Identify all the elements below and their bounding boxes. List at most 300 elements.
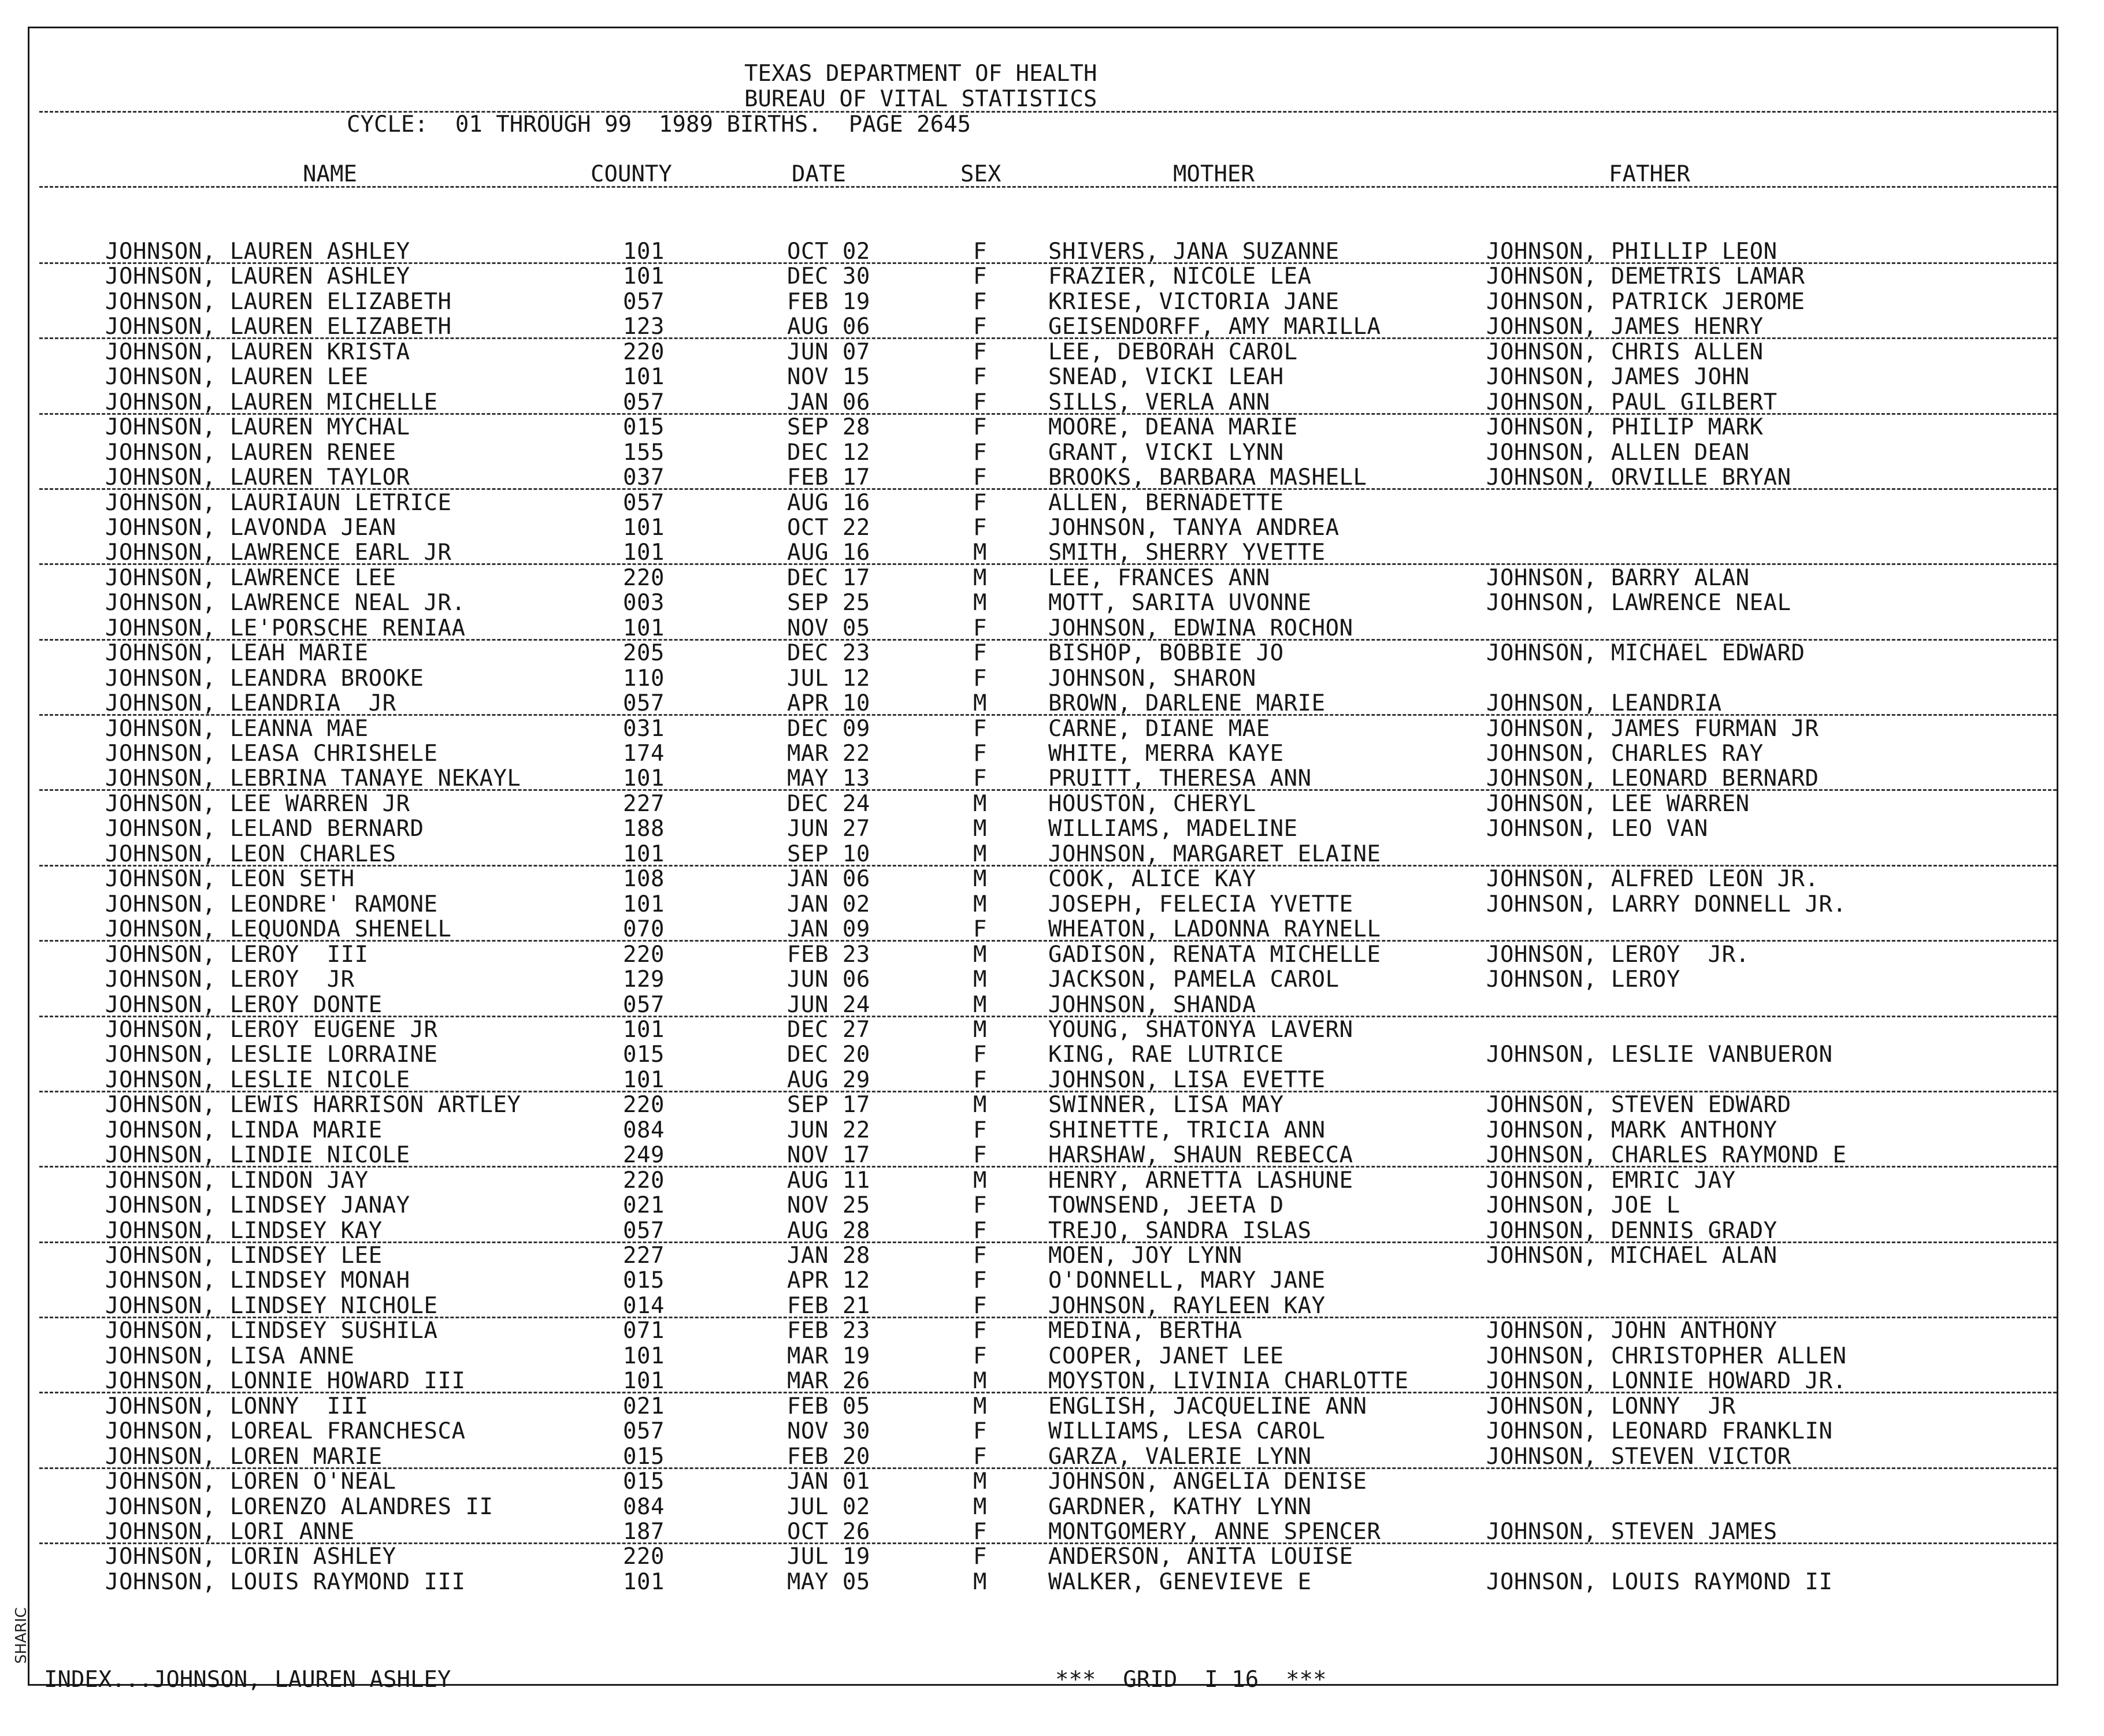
cell-county: 220 [623, 565, 665, 591]
cell-sex: F [973, 1042, 987, 1068]
cell-date: JUL 12 [787, 666, 870, 692]
cell-sex: M [973, 891, 987, 917]
cell-name: JOHNSON, LEBRINA TANAYE NEKAYL [105, 765, 521, 791]
cell-sex: M [973, 1017, 987, 1043]
table-row [0, 391, 2104, 416]
cell-father: JOHNSON, PHILIP MARK [1486, 414, 1764, 440]
cell-county: 070 [623, 916, 665, 942]
cell-mother: FRAZIER, NICOLE LEA [1048, 263, 1312, 289]
cell-father: JOHNSON, PAUL GILBERT [1486, 389, 1778, 415]
cell-father: JOHNSON, LOUIS RAYMOND II [1486, 1569, 1833, 1595]
cell-county: 101 [623, 891, 665, 917]
cell-date: DEC 12 [787, 440, 870, 466]
table-row [0, 1018, 2104, 1043]
cell-county: 101 [623, 1368, 665, 1394]
cell-mother: JOHNSON, TANYA ANDREA [1048, 515, 1339, 541]
cell-mother: TOWNSEND, JEETA D [1048, 1192, 1284, 1218]
cell-sex: M [973, 1469, 987, 1495]
cell-county: 108 [623, 866, 665, 892]
cell-county: 057 [623, 490, 665, 516]
cell-father: JOHNSON, ALLEN DEAN [1486, 440, 1750, 466]
table-row [0, 1496, 2104, 1521]
cell-date: FEB 19 [787, 289, 870, 315]
cell-date: JUN 24 [787, 992, 870, 1018]
cell-father: JOHNSON, LONNIE HOWARD JR. [1486, 1368, 1847, 1394]
cell-date: SEP 25 [787, 590, 870, 616]
cell-father: JOHNSON, CHARLES RAY [1486, 741, 1764, 767]
cell-father: JOHNSON, PATRICK JEROME [1486, 289, 1805, 315]
cell-mother: TREJO, SANDRA ISLAS [1048, 1218, 1312, 1244]
cell-date: NOV 30 [787, 1418, 870, 1444]
cell-date: MAY 05 [787, 1569, 870, 1595]
table-row [0, 315, 2104, 340]
cell-name: JOHNSON, LEANNA MAE [105, 716, 369, 742]
cell-sex: F [973, 1519, 987, 1545]
table-row [0, 918, 2104, 943]
cell-sex: F [973, 314, 987, 340]
cell-date: FEB 17 [787, 464, 870, 490]
cell-county: 227 [623, 1243, 665, 1269]
cell-mother: JOSEPH, FELECIA YVETTE [1048, 891, 1353, 917]
col-header-sex: SEX [960, 161, 1001, 187]
cell-county: 101 [623, 841, 665, 867]
cell-sex: F [973, 1117, 987, 1143]
cell-county: 057 [623, 389, 665, 415]
cell-father: JOHNSON, PHILLIP LEON [1486, 239, 1778, 265]
cell-date: NOV 05 [787, 615, 870, 641]
cell-mother: JOHNSON, SHARON [1048, 666, 1256, 692]
cell-father: JOHNSON, CHARLES RAYMOND E [1486, 1142, 1847, 1168]
table-row [0, 817, 2104, 842]
cell-sex: F [973, 339, 987, 365]
cell-mother: MEDINA, BERTHA [1048, 1318, 1242, 1344]
table-row [0, 1144, 2104, 1169]
cell-name: JOHNSON, LEAH MARIE [105, 640, 369, 666]
cell-county: 220 [623, 942, 665, 968]
cell-date: OCT 02 [787, 239, 870, 265]
cell-date: FEB 20 [787, 1444, 870, 1470]
cell-father: JOHNSON, LAWRENCE NEAL [1486, 590, 1791, 616]
cell-father: JOHNSON, DEMETRIS LAMAR [1486, 263, 1805, 289]
table-row [0, 617, 2104, 642]
cell-sex: M [973, 1494, 987, 1520]
cell-sex: F [973, 765, 987, 791]
cell-date: FEB 23 [787, 1318, 870, 1344]
cell-date: AUG 16 [787, 540, 870, 566]
cell-sex: M [973, 1368, 987, 1394]
cell-sex: F [973, 1267, 987, 1293]
table-row [0, 868, 2104, 893]
cell-sex: F [973, 1418, 987, 1444]
cell-mother: HENRY, ARNETTA LASHUNE [1048, 1168, 1353, 1194]
cell-father: JOHNSON, JOHN ANTHONY [1486, 1318, 1778, 1344]
col-header-county: COUNTY [591, 161, 672, 187]
cell-sex: F [973, 263, 987, 289]
cell-county: 101 [623, 515, 665, 541]
grid-footer: *** GRID I 16 *** [1055, 1667, 1327, 1693]
cell-date: NOV 25 [787, 1192, 870, 1218]
cell-name: JOHNSON, LOREN MARIE [105, 1444, 383, 1470]
cell-mother: MOEN, JOY LYNN [1048, 1243, 1242, 1269]
cell-name: JOHNSON, LAVONDA JEAN [105, 515, 396, 541]
cell-mother: WHEATON, LADONNA RAYNELL [1048, 916, 1381, 942]
cell-name: JOHNSON, LINDSEY MONAH [105, 1267, 410, 1293]
table-row [0, 1571, 2104, 1596]
cell-name: JOHNSON, LAUREN ASHLEY [105, 263, 410, 289]
cell-name: JOHNSON, LOREN O'NEAL [105, 1469, 396, 1495]
cell-county: 071 [623, 1318, 665, 1344]
cell-mother: JOHNSON, EDWINA ROCHON [1048, 615, 1353, 641]
cell-mother: WILLIAMS, MADELINE [1048, 816, 1298, 842]
cell-father: JOHNSON, DENNIS GRADY [1486, 1218, 1778, 1244]
cell-name: JOHNSON, LEANDRA BROOKE [105, 666, 424, 692]
cell-mother: JOHNSON, MARGARET ELAINE [1048, 841, 1381, 867]
cell-county: 101 [623, 1343, 665, 1369]
cell-sex: M [973, 992, 987, 1018]
cell-date: AUG 28 [787, 1218, 870, 1244]
col-header-date: DATE [792, 161, 846, 187]
cell-mother: ANDERSON, ANITA LOUISE [1048, 1544, 1353, 1570]
cell-county: 155 [623, 440, 665, 466]
cell-father: JOHNSON, LONNY JR [1486, 1393, 1736, 1419]
table-row [0, 265, 2104, 290]
cell-father: JOHNSON, LEONARD BERNARD [1486, 765, 1819, 791]
col-header-mother: MOTHER [1173, 161, 1255, 187]
cell-sex: F [973, 916, 987, 942]
cell-date: JAN 01 [787, 1469, 870, 1495]
cell-date: JUN 22 [787, 1117, 870, 1143]
cell-sex: M [973, 966, 987, 992]
header-rule [39, 111, 2057, 113]
cell-father: JOHNSON, MICHAEL EDWARD [1486, 640, 1805, 666]
cell-name: JOHNSON, LAWRENCE EARL JR [105, 540, 452, 566]
cell-mother: COOK, ALICE KAY [1048, 866, 1256, 892]
cell-sex: F [973, 239, 987, 265]
cell-name: JOHNSON, LINDSEY SUSHILA [105, 1318, 438, 1344]
cell-date: JUN 06 [787, 966, 870, 992]
cell-mother: WILLIAMS, LESA CAROL [1048, 1418, 1326, 1444]
cell-date: FEB 05 [787, 1393, 870, 1419]
cell-date: MAR 19 [787, 1343, 870, 1369]
report-title: TEXAS DEPARTMENT OF HEALTH [744, 61, 1097, 87]
col-header-father: FATHER [1609, 161, 1690, 187]
table-row [0, 492, 2104, 516]
cell-date: DEC 30 [787, 263, 870, 289]
cell-name: JOHNSON, LEASA CHRISHELE [105, 741, 438, 767]
cell-name: JOHNSON, LEE WARREN JR [105, 791, 410, 817]
cell-name: JOHNSON, LEONDRE' RAMONE [105, 891, 438, 917]
cell-father: JOHNSON, STEVEN EDWARD [1486, 1092, 1791, 1118]
col-header-name: NAME [303, 161, 357, 187]
cell-sex: F [973, 440, 987, 466]
cell-sex: F [973, 666, 987, 692]
cell-date: DEC 17 [787, 565, 870, 591]
cell-father: JOHNSON, STEVEN VICTOR [1486, 1444, 1791, 1470]
cell-name: JOHNSON, LONNIE HOWARD III [105, 1368, 466, 1394]
cell-name: JOHNSON, LINDSEY KAY [105, 1218, 383, 1244]
cell-date: JAN 06 [787, 866, 870, 892]
cell-mother: MOYSTON, LIVINIA CHARLOTTE [1048, 1368, 1409, 1394]
cell-name: JOHNSON, LE'PORSCHE RENIAA [105, 615, 466, 641]
table-row [0, 968, 2104, 993]
cell-sex: M [973, 841, 987, 867]
cell-county: 015 [623, 1042, 665, 1068]
table-row [0, 1269, 2104, 1294]
cell-name: JOHNSON, LOUIS RAYMOND III [105, 1569, 466, 1595]
cell-sex: F [973, 389, 987, 415]
cell-name: JOHNSON, LAWRENCE NEAL JR. [105, 590, 466, 616]
cell-mother: ALLEN, BERNADETTE [1048, 490, 1284, 516]
cell-name: JOHNSON, LAUREN LEE [105, 364, 369, 390]
table-row [0, 1169, 2104, 1194]
cell-father: JOHNSON, MARK ANTHONY [1486, 1117, 1778, 1143]
cell-father: JOHNSON, MICHAEL ALAN [1486, 1243, 1778, 1269]
table-row [0, 1345, 2104, 1370]
cell-father: JOHNSON, LESLIE VANBUERON [1486, 1042, 1833, 1068]
cell-name: JOHNSON, LESLIE LORRAINE [105, 1042, 438, 1068]
cell-date: OCT 26 [787, 1519, 870, 1545]
cell-county: 220 [623, 339, 665, 365]
cell-name: JOHNSON, LINDSEY NICHOLE [105, 1293, 438, 1319]
cell-date: JUN 07 [787, 339, 870, 365]
cell-sex: F [973, 1067, 987, 1093]
cell-county: 220 [623, 1168, 665, 1194]
cell-county: 101 [623, 1017, 665, 1043]
cell-mother: BROOKS, BARBARA MASHELL [1048, 464, 1367, 490]
table-row [0, 1470, 2104, 1495]
cell-sex: M [973, 866, 987, 892]
table-row [0, 994, 2104, 1018]
cell-county: 037 [623, 464, 665, 490]
cell-county: 101 [623, 239, 665, 265]
cell-date: DEC 24 [787, 791, 870, 817]
cell-county: 227 [623, 791, 665, 817]
cell-father: JOHNSON, JAMES FURMAN JR [1486, 716, 1819, 742]
table-row [0, 843, 2104, 868]
cell-county: 021 [623, 1393, 665, 1419]
cell-county: 015 [623, 1469, 665, 1495]
cell-county: 057 [623, 1218, 665, 1244]
cell-father: JOHNSON, JAMES HENRY [1486, 314, 1764, 340]
cell-county: 110 [623, 666, 665, 692]
cell-date: AUG 16 [787, 490, 870, 516]
table-row [0, 441, 2104, 466]
cell-sex: F [973, 1343, 987, 1369]
table-row [0, 767, 2104, 792]
cell-county: 129 [623, 966, 665, 992]
cell-date: DEC 09 [787, 716, 870, 742]
cell-date: AUG 29 [787, 1067, 870, 1093]
cell-mother: KRIESE, VICTORIA JANE [1048, 289, 1339, 315]
cell-name: JOHNSON, LESLIE NICOLE [105, 1067, 410, 1093]
cell-mother: BISHOP, BOBBIE JO [1048, 640, 1284, 666]
cell-father: JOHNSON, BARRY ALAN [1486, 565, 1750, 591]
cell-name: JOHNSON, LEROY EUGENE JR [105, 1017, 438, 1043]
table-row [0, 416, 2104, 441]
cell-mother: GRANT, VICKI LYNN [1048, 440, 1284, 466]
table-row [0, 1295, 2104, 1319]
table-row [0, 1319, 2104, 1344]
table-row [0, 692, 2104, 717]
cell-county: 057 [623, 1418, 665, 1444]
cell-mother: O'DONNELL, MARY JANE [1048, 1267, 1326, 1293]
cell-name: JOHNSON, LAUREN RENEE [105, 440, 396, 466]
cell-date: JAN 06 [787, 389, 870, 415]
cell-name: JOHNSON, LEROY JR [105, 966, 355, 992]
cell-county: 123 [623, 314, 665, 340]
report-subtitle: BUREAU OF VITAL STATISTICS [744, 86, 1097, 112]
cell-mother: LEE, DEBORAH CAROL [1048, 339, 1298, 365]
cell-sex: M [973, 590, 987, 616]
table-row [0, 1445, 2104, 1470]
cell-name: JOHNSON, LAURIAUN LETRICE [105, 490, 452, 516]
table-row [0, 1395, 2104, 1420]
cell-county: 014 [623, 1293, 665, 1319]
cell-mother: WHITE, MERRA KAYE [1048, 741, 1284, 767]
cell-father: JOHNSON, LARRY DONNELL JR. [1486, 891, 1847, 917]
cell-mother: GEISENDORFF, AMY MARILLA [1048, 314, 1381, 340]
cell-sex: M [973, 1569, 987, 1595]
cell-father: JOHNSON, CHRISTOPHER ALLEN [1486, 1343, 1847, 1369]
cell-father: JOHNSON, JAMES JOHN [1486, 364, 1750, 390]
cell-name: JOHNSON, LAUREN ASHLEY [105, 239, 410, 265]
cell-father: JOHNSON, LEONARD FRANKLIN [1486, 1418, 1833, 1444]
cell-date: DEC 27 [787, 1017, 870, 1043]
cell-name: JOHNSON, LAUREN MICHELLE [105, 389, 438, 415]
cell-county: 101 [623, 364, 665, 390]
cell-date: MAY 13 [787, 765, 870, 791]
cell-date: SEP 10 [787, 841, 870, 867]
table-row [0, 1521, 2104, 1545]
cell-name: JOHNSON, LINDA MARIE [105, 1117, 383, 1143]
cell-father: JOHNSON, LEROY [1486, 966, 1680, 992]
cell-mother: SHIVERS, JANA SUZANNE [1048, 239, 1339, 265]
index-footer: INDEX...JOHNSON, LAUREN ASHLEY [44, 1667, 451, 1693]
cell-father: JOHNSON, CHRIS ALLEN [1486, 339, 1764, 365]
cell-father: JOHNSON, STEVEN JAMES [1486, 1519, 1778, 1545]
cell-date: APR 12 [787, 1267, 870, 1293]
table-row [0, 1420, 2104, 1445]
cell-name: JOHNSON, LINDSEY LEE [105, 1243, 383, 1269]
cell-name: JOHNSON, LEON SETH [105, 866, 355, 892]
cell-county: 015 [623, 1267, 665, 1293]
cell-name: JOHNSON, LAUREN ELIZABETH [105, 314, 452, 340]
cell-date: OCT 22 [787, 515, 870, 541]
cell-sex: M [973, 1393, 987, 1419]
side-label: SHARIC [13, 1607, 30, 1664]
cell-date: JUL 19 [787, 1544, 870, 1570]
table-row [0, 667, 2104, 692]
cell-date: SEP 28 [787, 414, 870, 440]
cell-county: 003 [623, 590, 665, 616]
table-row [0, 240, 2104, 265]
table-row [0, 1069, 2104, 1094]
cell-sex: M [973, 690, 987, 716]
cell-county: 101 [623, 1067, 665, 1093]
cell-sex: F [973, 741, 987, 767]
cell-date: FEB 23 [787, 942, 870, 968]
cell-sex: F [973, 490, 987, 516]
cell-mother: SHINETTE, TRICIA ANN [1048, 1117, 1326, 1143]
cell-county: 101 [623, 765, 665, 791]
cell-sex: F [973, 1544, 987, 1570]
column-header-rule [39, 186, 2057, 188]
cell-sex: F [973, 1318, 987, 1344]
cell-mother: COOPER, JANET LEE [1048, 1343, 1284, 1369]
table-row [0, 592, 2104, 616]
cell-date: JUN 27 [787, 816, 870, 842]
cell-county: 101 [623, 540, 665, 566]
table-row [0, 642, 2104, 667]
cell-sex: F [973, 640, 987, 666]
cell-mother: ENGLISH, JACQUELINE ANN [1048, 1393, 1367, 1419]
cell-father: JOHNSON, LEANDRIA [1486, 690, 1722, 716]
cell-county: 187 [623, 1519, 665, 1545]
cell-father: JOHNSON, LEO VAN [1486, 816, 1708, 842]
cell-mother: HOUSTON, CHERYL [1048, 791, 1256, 817]
cell-mother: MOTT, SARITA UVONNE [1048, 590, 1312, 616]
cell-name: JOHNSON, LORIN ASHLEY [105, 1544, 396, 1570]
cell-county: 057 [623, 690, 665, 716]
cell-date: NOV 15 [787, 364, 870, 390]
cell-name: JOHNSON, LINDON JAY [105, 1168, 369, 1194]
table-row [0, 943, 2104, 968]
cell-county: 057 [623, 992, 665, 1018]
cell-date: AUG 06 [787, 314, 870, 340]
table-row [0, 1220, 2104, 1244]
cell-mother: GADISON, RENATA MICHELLE [1048, 942, 1381, 968]
cell-father: JOHNSON, ALFRED LEON JR. [1486, 866, 1819, 892]
cell-mother: JOHNSON, LISA EVETTE [1048, 1067, 1326, 1093]
cell-mother: KING, RAE LUTRICE [1048, 1042, 1284, 1068]
cell-name: JOHNSON, LEANDRIA JR [105, 690, 396, 716]
cell-name: JOHNSON, LAUREN ELIZABETH [105, 289, 452, 315]
cell-name: JOHNSON, LEROY DONTE [105, 992, 383, 1018]
cell-county: 057 [623, 289, 665, 315]
cell-date: JAN 02 [787, 891, 870, 917]
cell-father: JOHNSON, LEROY JR. [1486, 942, 1750, 968]
cell-mother: JOHNSON, ANGELIA DENISE [1048, 1469, 1367, 1495]
table-row [0, 541, 2104, 566]
cell-father: JOHNSON, JOE L [1486, 1192, 1680, 1218]
cell-sex: F [973, 716, 987, 742]
cell-mother: GARZA, VALERIE LYNN [1048, 1444, 1312, 1470]
cell-county: 188 [623, 816, 665, 842]
cell-father: JOHNSON, ORVILLE BRYAN [1486, 464, 1791, 490]
cell-name: JOHNSON, LEROY III [105, 942, 369, 968]
cell-sex: M [973, 791, 987, 817]
table-row [0, 1094, 2104, 1118]
cell-name: JOHNSON, LINDSEY JANAY [105, 1192, 410, 1218]
cell-mother: JOHNSON, SHANDA [1048, 992, 1256, 1018]
cell-sex: F [973, 1243, 987, 1269]
cell-county: 101 [623, 263, 665, 289]
cell-mother: WALKER, GENEVIEVE E [1048, 1569, 1312, 1595]
cell-sex: F [973, 364, 987, 390]
table-row [0, 1119, 2104, 1144]
cell-county: 084 [623, 1494, 665, 1520]
cell-sex: F [973, 1293, 987, 1319]
table-row [0, 366, 2104, 391]
cell-name: JOHNSON, LAWRENCE LEE [105, 565, 396, 591]
cell-sex: F [973, 1218, 987, 1244]
table-row [0, 1244, 2104, 1269]
cell-mother: SNEAD, VICKI LEAH [1048, 364, 1284, 390]
table-row [0, 793, 2104, 817]
cell-name: JOHNSON, LORI ANNE [105, 1519, 355, 1545]
cell-name: JOHNSON, LEON CHARLES [105, 841, 396, 867]
cell-sex: F [973, 1444, 987, 1470]
